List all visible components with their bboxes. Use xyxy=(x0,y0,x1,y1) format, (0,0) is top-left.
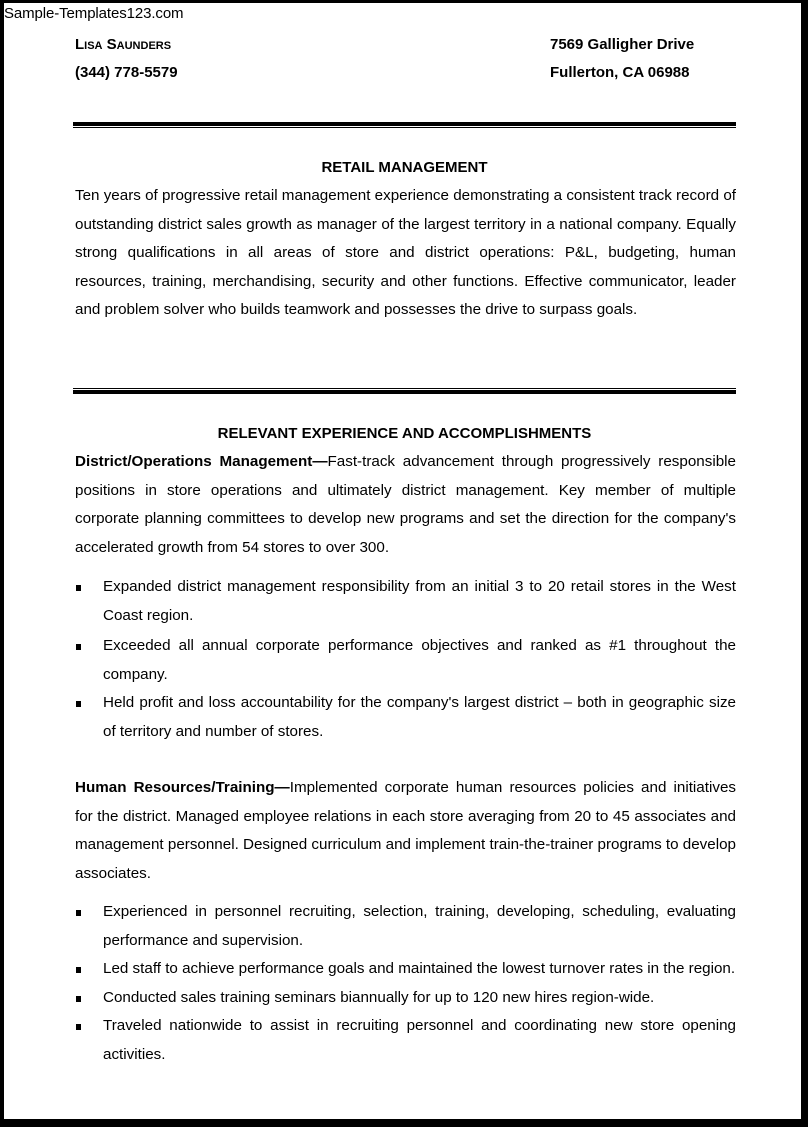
bullet-icon xyxy=(76,585,81,591)
bullet-icon xyxy=(76,644,81,650)
applicant-name: Lisa Saunders xyxy=(75,36,172,53)
address-line-2: Fullerton, CA 06988 xyxy=(550,64,690,81)
list-item: Conducted sales training seminars biannually for up to 120 new hires region-wide. xyxy=(75,984,736,1013)
summary-title: RETAIL MANAGEMENT xyxy=(321,159,488,176)
applicant-phone: (344) 778-5579 xyxy=(75,64,178,81)
divider-rule xyxy=(73,388,736,394)
divider-rule xyxy=(73,122,736,128)
bullet-icon xyxy=(76,996,81,1002)
resume-page xyxy=(4,3,801,1119)
section-heading: District/Operations Management xyxy=(75,453,313,470)
section-text: Fast-track advancement through progressively responsible positions in store operations and ultimately district management. Key member of multiple corporate planning committees to develop new programs and set the direction for the company's accelerated growth from 54 stores to over 300. xyxy=(75,453,736,556)
list-item: Exceeded all annual corporate performance objectives and ranked as #1 throughout the company. xyxy=(75,632,736,689)
experience-title: RELEVANT EXPERIENCE AND ACCOMPLISHMENTS xyxy=(217,425,592,442)
list-item: Held profit and loss accountability for the company's largest district – both in geographic size of territory and number of stores. xyxy=(75,689,736,746)
summary-text: Ten years of progressive retail management experience demonstrating a consistent track record of outstanding district sales growth as manager of the largest territory in a national company. Equally strong qualifications in all areas of store and district operations: P&L, budgeting, human resources, training, merchandising, security and other functions. Effective communicator, leader and problem solver who builds teamwork and possesses the drive to surpass goals. xyxy=(75,187,736,319)
address-line-1: 7569 Galligher Drive xyxy=(550,36,695,53)
bullet-icon xyxy=(76,910,81,916)
list-item: Traveled nationwide to assist in recruiting personnel and coordinating new store opening activities. xyxy=(75,1012,736,1069)
district-bullet-list xyxy=(75,573,736,747)
list-item: Experienced in personnel recruiting, selection, training, developing, scheduling, evaluating performance and supervision. xyxy=(75,898,736,955)
experience-section-hr xyxy=(75,774,736,888)
list-item: Led staff to achieve performance goals and maintained the lowest turnover rates in the region. xyxy=(75,955,736,984)
bullet-icon xyxy=(76,967,81,973)
bullet-icon xyxy=(76,1024,81,1030)
experience-section-district xyxy=(75,448,736,562)
section-text: Implemented corporate human resources policies and initiatives for the district. Managed employee relations in each store averaging from 20 to 45 associates and management personnel. Designed curriculum and implement train-the-trainer programs to develop associates. xyxy=(75,779,736,882)
bullet-icon xyxy=(76,701,81,707)
watermark: Sample-Templates123.com xyxy=(4,5,184,22)
section-separator: — xyxy=(274,779,290,796)
section-heading: Human Resources/Training xyxy=(75,779,275,796)
list-item: Expanded district management responsibility from an initial 3 to 20 retail stores in the West Coast region. xyxy=(75,573,736,630)
hr-bullet-list xyxy=(75,898,736,1070)
section-separator: — xyxy=(312,453,328,470)
